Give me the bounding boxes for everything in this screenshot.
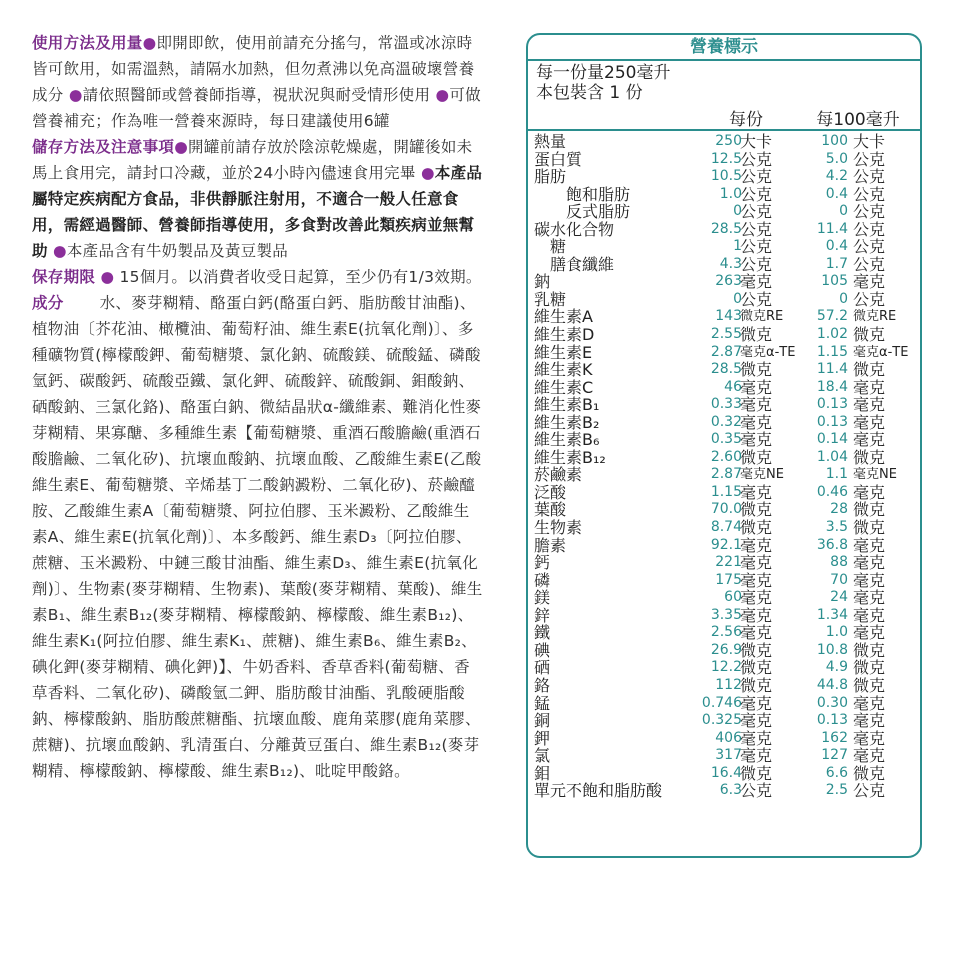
unit-per-serving: 毫克 (740, 570, 773, 590)
nutrition-row (528, 537, 920, 555)
unit-per-serving: 微克 (740, 675, 773, 695)
nutrition-row (528, 624, 920, 642)
nutrient-name: 維生素B₆ (534, 430, 600, 450)
value-per-serving: 143 (715, 308, 742, 325)
value-per-100ml: 0.13 (816, 712, 848, 729)
unit-per-serving: 公克 (740, 219, 773, 239)
nutrition-row (528, 607, 920, 625)
nutrition-row (528, 361, 920, 379)
nutrition-row (528, 712, 920, 730)
value-per-serving: 0.32 (710, 413, 742, 430)
unit-per-serving: 微克RE (740, 309, 784, 325)
usage-text-3: 可做營養補充；作為唯一營養來源時，每日建議使用6罐 (32, 86, 481, 130)
nutrient-name: 蛋白質 (534, 149, 583, 169)
value-per-100ml: 1.02 (816, 326, 848, 343)
value-per-serving: 2.87 (710, 466, 742, 483)
nutrition-row (528, 695, 920, 713)
value-per-100ml: 105 (821, 273, 848, 290)
value-per-100ml: 70 (830, 571, 848, 588)
value-per-serving: 112 (715, 676, 742, 693)
value-per-100ml: 11.4 (816, 361, 848, 378)
nutrition-row (528, 554, 920, 572)
value-per-100ml: 4.2 (825, 168, 848, 185)
value-per-serving: 92.1 (710, 536, 742, 553)
nutrient-name: 維生素E (534, 342, 593, 362)
unit-per-100ml: 公克 (853, 289, 886, 309)
nutrition-row (528, 659, 920, 677)
nutrient-name: 膳食纖維 (550, 254, 615, 274)
value-per-serving: 12.2 (710, 659, 742, 676)
unit-per-serving: 微克 (740, 447, 773, 467)
unit-per-100ml: 公克 (853, 219, 886, 239)
unit-per-100ml: 公克 (853, 202, 886, 222)
value-per-serving: 263 (715, 273, 742, 290)
value-per-100ml: 2.5 (825, 782, 848, 799)
value-per-serving: 0.746 (701, 694, 742, 711)
unit-per-100ml: 微克 (853, 500, 886, 520)
nutrition-row (528, 203, 920, 221)
unit-per-serving: 微克 (740, 518, 773, 538)
nutrient-name: 鈣 (534, 553, 551, 573)
value-per-serving: 6.3 (719, 782, 742, 799)
nutrition-title: 營養標示 (528, 35, 920, 61)
nutrition-row (528, 642, 920, 660)
nutrition-row (528, 765, 920, 783)
bullet-icon: ● (420, 164, 435, 182)
value-per-100ml: 1.1 (825, 466, 848, 483)
unit-per-100ml: 微克 (853, 675, 886, 695)
unit-per-serving: 公克 (740, 149, 773, 169)
unit-per-serving: 毫克 (740, 553, 773, 573)
nutrition-facts-panel (526, 33, 922, 858)
value-per-100ml: 0 (839, 203, 848, 220)
unit-per-serving: 毫克 (740, 430, 773, 450)
usage-text: 即開即飲，使用前請充分搖勻，常溫或冰涼時皆可飲用，如需溫熱，請隔水加熱，但勿煮沸以免高溫破壞營養成分 (32, 34, 475, 104)
value-per-serving: 8.74 (710, 519, 742, 536)
nutrient-name: 維生素A (534, 307, 593, 327)
nutrition-row (528, 782, 920, 800)
value-per-100ml: 0.4 (825, 185, 848, 202)
unit-per-serving: 毫克 (740, 605, 773, 625)
unit-per-serving: 毫克 (740, 746, 773, 766)
unit-per-serving: 公克 (740, 202, 773, 222)
unit-per-100ml: 毫克 (853, 588, 886, 608)
value-per-serving: 0.33 (710, 396, 742, 413)
unit-per-100ml: 公克 (853, 167, 886, 187)
nutrient-name: 維生素B₁₂ (534, 447, 606, 467)
nutrition-row (528, 186, 920, 204)
nutrient-name: 維生素D (534, 325, 595, 345)
value-per-100ml: 127 (821, 747, 848, 764)
value-per-serving: 0 (733, 290, 742, 307)
unit-per-serving: 公克 (740, 289, 773, 309)
unit-per-100ml: 毫克 (853, 570, 886, 590)
unit-per-serving: 公克 (740, 254, 773, 274)
value-per-100ml: 0.30 (816, 694, 848, 711)
nutrition-row (528, 431, 920, 449)
nutrient-name: 單元不飽和脂肪酸 (534, 781, 663, 801)
nutrition-row (528, 291, 920, 309)
value-per-100ml: 6.6 (825, 764, 848, 781)
value-per-100ml: 1.7 (825, 255, 848, 272)
value-per-serving: 46 (724, 378, 742, 395)
value-per-100ml: 1.15 (816, 343, 848, 360)
nutrient-name: 維生素K (534, 360, 593, 380)
value-per-100ml: 57.2 (816, 308, 848, 325)
unit-per-serving: 大卡 (740, 132, 773, 151)
value-per-100ml: 5.0 (825, 150, 848, 167)
value-per-100ml: 162 (821, 729, 848, 746)
unit-per-100ml: 毫克 (853, 711, 886, 731)
unit-per-serving: 微克 (740, 763, 773, 783)
storage-text-2: 本產品含有牛奶製品及黃豆製品 (66, 242, 289, 260)
value-per-serving: 2.60 (710, 448, 742, 465)
nutrition-row (528, 133, 920, 151)
nutrition-row (528, 747, 920, 765)
unit-per-100ml: 微克RE (853, 309, 897, 325)
unit-per-100ml: 微克 (853, 518, 886, 538)
unit-per-serving: 毫克 (740, 412, 773, 432)
unit-per-100ml: 毫克 (853, 693, 886, 713)
storage-heading: 儲存方法及注意事項 (32, 138, 175, 156)
unit-per-serving: 毫克 (740, 693, 773, 713)
unit-per-100ml: 毫克 (853, 553, 886, 573)
serving-info (528, 61, 920, 103)
value-per-serving: 60 (724, 589, 742, 606)
unit-per-100ml: 毫克 (853, 746, 886, 766)
unit-per-serving: 公克 (740, 167, 773, 187)
unit-per-serving: 微克 (740, 500, 773, 520)
value-per-serving: 0.35 (710, 431, 742, 448)
value-per-serving: 10.5 (710, 168, 742, 185)
nutrition-row (528, 151, 920, 169)
column-headers (528, 103, 920, 131)
unit-per-serving: 微克 (740, 360, 773, 380)
nutrient-name: 維生素C (534, 377, 594, 397)
nutrient-name: 反式脂肪 (566, 202, 631, 222)
nutrition-row (528, 379, 920, 397)
nutrition-row (528, 466, 920, 484)
value-per-100ml: 28 (830, 501, 848, 518)
unit-per-100ml: 毫克 (853, 430, 886, 450)
value-per-100ml: 0 (839, 290, 848, 307)
storage-warning: 本產品屬特定疾病配方食品，非供靜脈注射用，不適合一般人任意食用，需經過醫師、營養師指導使用，多食對改善此類疾病並無幫助 (32, 164, 483, 260)
nutrition-row (528, 168, 920, 186)
storage-paragraph (32, 134, 484, 264)
unit-per-serving: 毫克 (740, 482, 773, 502)
value-per-serving: 2.87 (710, 343, 742, 360)
nutrition-row (528, 344, 920, 362)
unit-per-100ml: 毫克 (853, 605, 886, 625)
value-per-serving: 0 (733, 203, 742, 220)
nutrition-row (528, 589, 920, 607)
unit-per-100ml: 公克 (853, 184, 886, 204)
unit-per-100ml: 毫克 (853, 377, 886, 397)
nutrition-rows (528, 131, 920, 800)
bullet-icon: ● (174, 138, 189, 156)
nutrient-name: 鎂 (534, 588, 551, 608)
value-per-serving: 16.4 (710, 764, 742, 781)
nutrition-row (528, 396, 920, 414)
nutrient-name: 鉀 (534, 728, 551, 748)
nutrient-name: 碘 (534, 640, 551, 660)
value-per-100ml: 10.8 (816, 641, 848, 658)
unit-per-serving: 公克 (740, 781, 773, 801)
unit-per-serving: 毫克 (740, 728, 773, 748)
unit-per-serving: 毫克 (740, 395, 773, 415)
value-per-100ml: 18.4 (816, 378, 848, 395)
bullet-icon: ● (142, 34, 157, 52)
unit-per-100ml: 微克 (853, 447, 886, 467)
value-per-100ml: 24 (830, 589, 848, 606)
value-per-serving: 0.325 (701, 712, 742, 729)
unit-per-100ml: 毫克NE (853, 467, 897, 483)
nutrient-name: 鉻 (534, 675, 551, 695)
value-per-100ml: 1.04 (816, 448, 848, 465)
unit-per-100ml: 毫克α-TE (853, 344, 909, 360)
value-per-serving: 221 (715, 554, 742, 571)
nutrition-row (528, 501, 920, 519)
ingredients-heading: 成分 (32, 294, 64, 312)
nutrient-name: 鋅 (534, 605, 551, 625)
nutrition-row (528, 273, 920, 291)
nutrition-row (528, 308, 920, 326)
unit-per-100ml: 微克 (853, 763, 886, 783)
bullet-icon: ● (100, 268, 115, 286)
nutrition-row (528, 484, 920, 502)
unit-per-100ml: 微克 (853, 658, 886, 678)
usage-text-2: 請依照醫師或營養師指導，視狀況與耐受情形使用 (82, 86, 431, 104)
value-per-serving: 1.15 (710, 483, 742, 500)
nutrition-row (528, 256, 920, 274)
value-per-100ml: 4.9 (825, 659, 848, 676)
nutrition-row (528, 221, 920, 239)
unit-per-serving: 毫克 (740, 588, 773, 608)
value-per-serving: 2.55 (710, 326, 742, 343)
unit-per-serving: 毫克 (740, 623, 773, 643)
ingredients-paragraph (32, 290, 484, 784)
nutrient-name: 鈉 (534, 272, 551, 292)
unit-per-100ml: 微克 (853, 640, 886, 660)
nutrient-name: 銅 (534, 711, 551, 731)
value-per-serving: 2.56 (710, 624, 742, 641)
value-per-100ml: 100 (821, 133, 848, 149)
nutrient-name: 磷 (534, 570, 551, 590)
value-per-serving: 1.0 (719, 185, 742, 202)
nutrition-row (528, 519, 920, 537)
ingredients-text: 水、麥芽糊精、酪蛋白鈣(酪蛋白鈣、脂肪酸甘油酯)、植物油〔芥花油、橄欖油、葡萄籽油、維生素E(抗氧化劑)〕、多種礦物質(檸檬酸鉀、葡萄糖漿、氯化鈉、硫酸鎂、硫酸錳、磷酸氫鈣、碳酸鈣、硫酸亞鐵、氯化鉀、硫酸鋅、硫酸銅、鉬酸鈉、硒酸鈉、三氯化鉻)、酪蛋白鈉、微結晶狀α-纖維素、難消化性麥芽糊精、果寡醣、多種維生素【葡萄糖漿、重酒石酸膽鹼(重酒石酸膽鹼、二氧化矽)、抗壞血酸鈉、抗壞血酸、乙酸維生素E(乙酸維生素E、葡萄糖漿、辛烯基丁二酸鈉澱粉、二氧化矽)、菸鹼醯胺、乙酸維生素A〔葡萄糖漿、阿拉伯膠、玉米澱粉、乙酸維生素A、維生素E(抗氧化劑)〕、本多酸鈣、維生素D₃〔阿拉伯膠、蔗糖、玉米澱粉、中鏈三酸甘油酯、維生素D₃、維生素E(抗氧化劑)〕、生物素(麥芽糊精、生物素)、葉酸(麥芽糊精、葉酸)、維生素B₁、維生素B₁₂(麥芽糊精、檸檬酸鈉、檸檬酸、維生素B₁₂)、維生素K₁(阿拉伯膠、維生素K₁、蔗糖)、維生素B₆、維生素B₂、碘化鉀(麥芽糊精、碘化鉀)】、牛奶香料、香草香料(葡萄糖、香草香料、二氧化矽)、磷酸氫二鉀、脂肪酸甘油酯、乳酸硬脂酸鈉、檸檬酸鈉、脂肪酸蔗糖酯、抗壞血酸、鹿角菜膠(鹿角菜膠、蔗糖)、抗壞血酸鈉、乳清蛋白、分離黃豆蛋白、維生素B₁₂(麥芽糊精、檸檬酸鈉、檸檬酸、維生素B₁₂)、吡啶甲酸鉻。 (32, 294, 483, 780)
value-per-100ml: 1.34 (816, 606, 848, 623)
value-per-serving: 406 (715, 729, 742, 746)
unit-per-100ml: 毫克 (853, 482, 886, 502)
unit-per-serving: 公克 (740, 184, 773, 204)
unit-per-100ml: 公克 (853, 237, 886, 257)
value-per-100ml: 11.4 (816, 220, 848, 237)
value-per-100ml: 1.0 (825, 624, 848, 641)
usage-heading: 使用方法及用量 (32, 34, 143, 52)
unit-per-100ml: 毫克 (853, 395, 886, 415)
value-per-serving: 3.35 (710, 606, 742, 623)
header-per-serving: 每份 (729, 110, 763, 130)
servings-per-pack: 本包裝含 1 份 (536, 83, 643, 103)
value-per-100ml: 88 (830, 554, 848, 571)
nutrient-name: 維生素B₁ (534, 395, 600, 415)
nutrition-row (528, 238, 920, 256)
value-per-100ml: 0.46 (816, 483, 848, 500)
value-per-100ml: 44.8 (816, 676, 848, 693)
nutrient-name: 鐵 (534, 623, 551, 643)
unit-per-100ml: 公克 (853, 254, 886, 274)
nutrient-name: 錳 (534, 693, 551, 713)
nutrient-name: 脂肪 (534, 167, 567, 187)
value-per-serving: 175 (715, 571, 742, 588)
bullet-icon: ● (68, 86, 83, 104)
unit-per-100ml: 毫克 (853, 412, 886, 432)
value-per-serving: 250 (715, 133, 742, 149)
value-per-100ml: 36.8 (816, 536, 848, 553)
bullet-icon: ● (435, 86, 450, 104)
nutrition-row (528, 449, 920, 467)
storage-text: 開罐前請存放於陰涼乾燥處，開罐後如未馬上食用完，請封口冷藏，並於24小時內儘速食用完畢 (32, 138, 473, 182)
nutrient-name: 泛酸 (534, 482, 567, 502)
value-per-serving: 4.3 (719, 255, 742, 272)
unit-per-serving: 微克 (740, 640, 773, 660)
value-per-100ml: 0.13 (816, 413, 848, 430)
nutrient-name: 菸鹼素 (534, 465, 583, 485)
value-per-serving: 28.5 (710, 220, 742, 237)
nutrition-row (528, 326, 920, 344)
unit-per-serving: 毫克NE (740, 467, 784, 483)
unit-per-serving: 毫克 (740, 272, 773, 292)
unit-per-100ml: 毫克 (853, 728, 886, 748)
value-per-serving: 317 (715, 747, 742, 764)
nutrition-row (528, 414, 920, 432)
unit-per-serving: 微克 (740, 325, 773, 345)
unit-per-serving: 毫克α-TE (740, 344, 796, 360)
product-info-text (32, 30, 484, 784)
serving-size: 每一份量250毫升 (536, 63, 671, 83)
shelf-heading: 保存期限 (32, 268, 96, 286)
nutrient-name: 膽素 (534, 535, 567, 555)
unit-per-serving: 毫克 (740, 711, 773, 731)
nutrition-row (528, 677, 920, 695)
unit-per-100ml: 大卡 (853, 132, 886, 151)
unit-per-100ml: 毫克 (853, 272, 886, 292)
nutrition-row (528, 730, 920, 748)
shelf-text: 15個月。以消費者收受日起算，至少仍有1/3效期。 (119, 268, 482, 286)
nutrition-row (528, 572, 920, 590)
unit-per-100ml: 公克 (853, 781, 886, 801)
shelf-life-paragraph (32, 264, 484, 290)
unit-per-100ml: 微克 (853, 325, 886, 345)
nutrient-name: 硒 (534, 658, 551, 678)
value-per-100ml: 0.4 (825, 238, 848, 255)
value-per-100ml: 3.5 (825, 519, 848, 536)
unit-per-serving: 毫克 (740, 377, 773, 397)
nutrient-name: 碳水化合物 (534, 219, 615, 239)
value-per-serving: 12.5 (710, 150, 742, 167)
unit-per-100ml: 公克 (853, 149, 886, 169)
value-per-100ml: 0.14 (816, 431, 848, 448)
nutrient-name: 鉬 (534, 763, 551, 783)
unit-per-100ml: 微克 (853, 360, 886, 380)
header-per-100ml: 每100毫升 (816, 110, 900, 130)
nutrient-name: 氯 (534, 746, 551, 766)
value-per-serving: 26.9 (710, 641, 742, 658)
unit-per-serving: 微克 (740, 658, 773, 678)
nutrient-name: 糖 (550, 237, 567, 257)
nutrient-name: 葉酸 (534, 500, 567, 520)
nutrient-name: 飽和脂肪 (566, 184, 631, 204)
value-per-100ml: 0.13 (816, 396, 848, 413)
value-per-serving: 1 (733, 238, 742, 255)
value-per-serving: 70.0 (710, 501, 742, 518)
nutrient-name: 生物素 (534, 518, 583, 538)
nutrient-name: 維生素B₂ (534, 412, 600, 432)
usage-paragraph (32, 30, 484, 134)
unit-per-100ml: 毫克 (853, 623, 886, 643)
nutrient-name: 熱量 (534, 132, 567, 151)
value-per-serving: 28.5 (710, 361, 742, 378)
unit-per-100ml: 毫克 (853, 535, 886, 555)
unit-per-serving: 公克 (740, 237, 773, 257)
nutrient-name: 乳糖 (534, 289, 567, 309)
bullet-icon: ● (53, 242, 67, 260)
unit-per-serving: 毫克 (740, 535, 773, 555)
